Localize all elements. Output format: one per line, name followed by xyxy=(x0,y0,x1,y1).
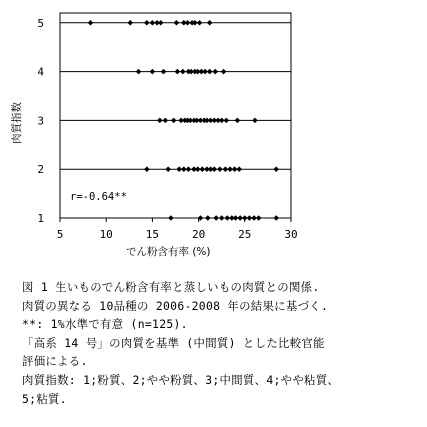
y-tick-label: 2 xyxy=(37,163,44,177)
data-point xyxy=(158,20,164,26)
data-point xyxy=(197,20,203,26)
data-point xyxy=(212,69,218,75)
caption-line: 5;粘質. xyxy=(22,391,67,406)
x-tick-label: 25 xyxy=(238,228,252,241)
data-point xyxy=(88,20,94,26)
data-point xyxy=(221,69,227,75)
y-tick-label: 3 xyxy=(37,114,44,128)
caption-line: 肉質指数: 1;粉質、2;やや粉質、3;中間質、4;やや粘質、 xyxy=(22,372,340,387)
data-point xyxy=(213,215,219,221)
x-tick-label: 20 xyxy=(191,228,206,241)
caption-line: 図 1 生いものでん粉含有率と蒸しいもの肉質との関係. xyxy=(22,280,320,294)
data-point xyxy=(136,69,142,75)
data-point xyxy=(161,69,167,75)
data-point xyxy=(180,69,186,75)
data-point xyxy=(163,118,169,124)
y-tick-label: 1 xyxy=(37,212,44,225)
caption-line: 肉質の異なる 10品種の 2006-2008 年の結果に基づく. xyxy=(22,298,329,313)
data-point xyxy=(256,215,262,221)
data-point xyxy=(168,215,174,221)
plot-frame xyxy=(60,13,291,218)
data-point xyxy=(252,118,258,124)
data-point xyxy=(144,166,150,172)
data-point xyxy=(273,215,279,221)
figure-caption xyxy=(22,278,422,408)
y-tick-label: 4 xyxy=(37,65,44,79)
x-tick-label: 15 xyxy=(145,228,160,241)
data-point xyxy=(224,118,230,124)
data-point xyxy=(205,215,211,221)
caption-line: 評価による. xyxy=(22,354,88,369)
data-point xyxy=(273,166,279,172)
data-point xyxy=(186,166,192,172)
x-tick-label: 10 xyxy=(99,228,113,241)
y-tick-label: 5 xyxy=(37,16,44,30)
data-point xyxy=(165,166,171,172)
data-point xyxy=(217,166,223,172)
data-point xyxy=(219,215,225,221)
data-point xyxy=(144,20,150,26)
data-point xyxy=(236,166,242,172)
data-point xyxy=(207,69,213,75)
data-point xyxy=(127,20,133,26)
data-point xyxy=(150,69,156,75)
caption-line: **: 1%水準で有意 (n=125). xyxy=(22,317,188,332)
data-point xyxy=(175,69,181,75)
correlation-annotation: r=-0.64** xyxy=(70,191,127,203)
x-axis-label: でん粉含有率 (%) xyxy=(126,246,211,258)
data-point xyxy=(157,118,163,124)
data-point xyxy=(235,118,241,124)
data-point xyxy=(207,20,213,26)
y-axis-label: 肉質指数 xyxy=(11,102,23,144)
data-point xyxy=(174,20,180,26)
data-point xyxy=(171,118,177,124)
x-tick-label: 30 xyxy=(284,228,298,241)
caption-line: 「高系 14 号」の肉質を基準 (中間質) とした比較官能 xyxy=(22,335,325,350)
data-point xyxy=(212,166,218,172)
x-tick-label: 5 xyxy=(56,228,64,241)
